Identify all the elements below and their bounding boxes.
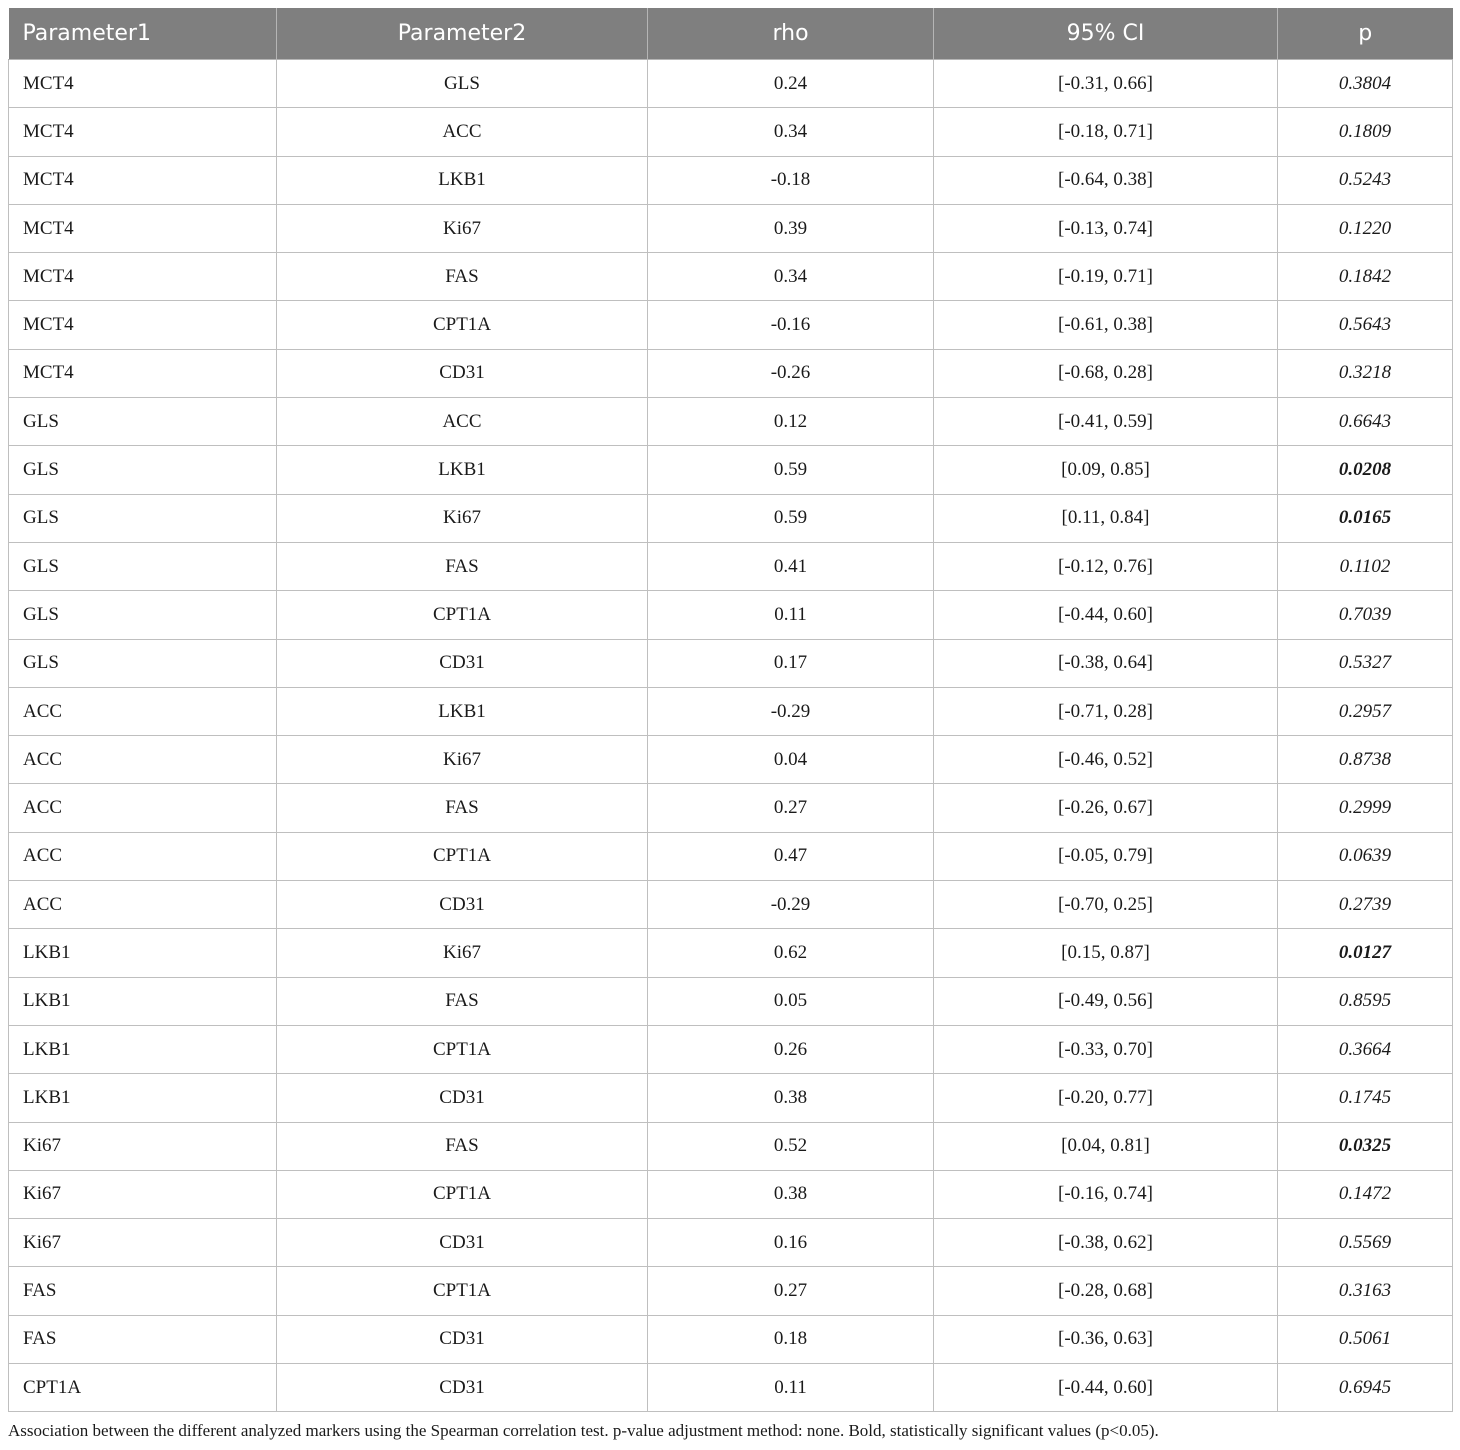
cell-p-value: 0.5061 (1278, 1315, 1453, 1363)
cell-p-value: 0.5327 (1278, 639, 1453, 687)
table-row (9, 301, 1453, 349)
cell-parameter2: FAS (277, 977, 648, 1025)
cell-p-value: 0.8738 (1278, 736, 1453, 784)
cell-parameter1: ACC (9, 784, 277, 832)
table-row (9, 349, 1453, 397)
table-footnote: Association between the different analyzed markers using the Spearman correlation test. p-value adjustment method: none. Bold, statistically significant values (p<0.05). (8, 1421, 1159, 1440)
cell-p-value: 0.0127 (1278, 929, 1453, 977)
table-row (9, 591, 1453, 639)
cell-parameter2: CD31 (277, 1315, 648, 1363)
cell-ci: [-0.36, 0.63] (934, 1315, 1278, 1363)
cell-parameter2: FAS (277, 542, 648, 590)
cell-rho: 0.34 (648, 253, 934, 301)
cell-p-value: 0.3804 (1278, 60, 1453, 108)
cell-parameter2: LKB1 (277, 687, 648, 735)
cell-rho: 0.38 (648, 1170, 934, 1218)
cell-rho: -0.29 (648, 881, 934, 929)
cell-parameter1: FAS (9, 1315, 277, 1363)
cell-p-value: 0.0325 (1278, 1122, 1453, 1170)
cell-p-value: 0.5243 (1278, 156, 1453, 204)
cell-rho: 0.04 (648, 736, 934, 784)
cell-rho: 0.52 (648, 1122, 934, 1170)
cell-parameter1: CPT1A (9, 1364, 277, 1412)
header-parameter1: Parameter1 (9, 8, 277, 60)
cell-parameter1: FAS (9, 1267, 277, 1315)
cell-parameter2: CD31 (277, 881, 648, 929)
cell-parameter1: LKB1 (9, 1074, 277, 1122)
cell-parameter1: MCT4 (9, 108, 277, 156)
cell-rho: -0.26 (648, 349, 934, 397)
cell-ci: [-0.16, 0.74] (934, 1170, 1278, 1218)
cell-ci: [0.11, 0.84] (934, 494, 1278, 542)
cell-parameter2: CPT1A (277, 301, 648, 349)
cell-rho: 0.34 (648, 108, 934, 156)
cell-ci: [-0.46, 0.52] (934, 736, 1278, 784)
cell-ci: [-0.64, 0.38] (934, 156, 1278, 204)
cell-parameter1: MCT4 (9, 349, 277, 397)
cell-parameter2: CD31 (277, 1364, 648, 1412)
cell-parameter1: LKB1 (9, 929, 277, 977)
cell-p-value: 0.5643 (1278, 301, 1453, 349)
cell-rho: 0.27 (648, 784, 934, 832)
cell-parameter1: GLS (9, 446, 277, 494)
table-row (9, 446, 1453, 494)
cell-rho: 0.59 (648, 494, 934, 542)
cell-parameter1: GLS (9, 494, 277, 542)
cell-p-value: 0.2999 (1278, 784, 1453, 832)
cell-parameter2: FAS (277, 253, 648, 301)
table-row (9, 253, 1453, 301)
cell-ci: [0.04, 0.81] (934, 1122, 1278, 1170)
cell-parameter1: MCT4 (9, 253, 277, 301)
table-body (9, 60, 1453, 1412)
table-row (9, 1170, 1453, 1218)
cell-parameter2: FAS (277, 784, 648, 832)
cell-parameter1: LKB1 (9, 1025, 277, 1073)
cell-parameter2: CPT1A (277, 591, 648, 639)
cell-ci: [-0.26, 0.67] (934, 784, 1278, 832)
cell-parameter1: Ki67 (9, 1122, 277, 1170)
cell-p-value: 0.1745 (1278, 1074, 1453, 1122)
cell-parameter2: CD31 (277, 1219, 648, 1267)
cell-p-value: 0.7039 (1278, 591, 1453, 639)
table-row (9, 1364, 1453, 1412)
cell-rho: 0.12 (648, 398, 934, 446)
cell-ci: [-0.38, 0.62] (934, 1219, 1278, 1267)
cell-parameter2: CPT1A (277, 832, 648, 880)
cell-rho: 0.16 (648, 1219, 934, 1267)
cell-parameter2: CPT1A (277, 1267, 648, 1315)
cell-ci: [0.09, 0.85] (934, 446, 1278, 494)
cell-ci: [-0.18, 0.71] (934, 108, 1278, 156)
cell-parameter2: Ki67 (277, 929, 648, 977)
cell-parameter1: Ki67 (9, 1219, 277, 1267)
cell-parameter1: ACC (9, 736, 277, 784)
cell-ci: [-0.44, 0.60] (934, 1364, 1278, 1412)
cell-parameter2: FAS (277, 1122, 648, 1170)
cell-ci: [-0.05, 0.79] (934, 832, 1278, 880)
cell-rho: 0.05 (648, 977, 934, 1025)
cell-p-value: 0.1809 (1278, 108, 1453, 156)
cell-p-value: 0.1102 (1278, 542, 1453, 590)
table-row (9, 687, 1453, 735)
cell-parameter2: CPT1A (277, 1170, 648, 1218)
cell-rho: 0.41 (648, 542, 934, 590)
cell-p-value: 0.3218 (1278, 349, 1453, 397)
cell-parameter1: GLS (9, 542, 277, 590)
table-row (9, 1267, 1453, 1315)
cell-p-value: 0.3163 (1278, 1267, 1453, 1315)
cell-parameter1: ACC (9, 687, 277, 735)
cell-rho: -0.29 (648, 687, 934, 735)
cell-ci: [0.15, 0.87] (934, 929, 1278, 977)
cell-rho: -0.18 (648, 156, 934, 204)
cell-parameter2: Ki67 (277, 736, 648, 784)
cell-rho: 0.27 (648, 1267, 934, 1315)
cell-p-value: 0.8595 (1278, 977, 1453, 1025)
table-row (9, 736, 1453, 784)
cell-parameter1: GLS (9, 591, 277, 639)
table-row (9, 1315, 1453, 1363)
cell-parameter2: GLS (277, 60, 648, 108)
cell-ci: [-0.61, 0.38] (934, 301, 1278, 349)
cell-rho: 0.59 (648, 446, 934, 494)
cell-parameter1: GLS (9, 398, 277, 446)
table-row (9, 494, 1453, 542)
header-p: p (1278, 8, 1453, 60)
cell-p-value: 0.0639 (1278, 832, 1453, 880)
cell-rho: -0.16 (648, 301, 934, 349)
cell-rho: 0.62 (648, 929, 934, 977)
cell-parameter1: MCT4 (9, 156, 277, 204)
cell-parameter2: CD31 (277, 639, 648, 687)
header-rho: rho (648, 8, 934, 60)
cell-p-value: 0.2739 (1278, 881, 1453, 929)
cell-parameter1: ACC (9, 832, 277, 880)
cell-parameter1: MCT4 (9, 204, 277, 252)
table-row (9, 832, 1453, 880)
cell-parameter2: CPT1A (277, 1025, 648, 1073)
cell-parameter2: CD31 (277, 1074, 648, 1122)
cell-parameter1: MCT4 (9, 60, 277, 108)
table-row (9, 108, 1453, 156)
cell-ci: [-0.49, 0.56] (934, 977, 1278, 1025)
header-row (9, 8, 1453, 60)
cell-parameter1: GLS (9, 639, 277, 687)
cell-rho: 0.17 (648, 639, 934, 687)
cell-p-value: 0.6643 (1278, 398, 1453, 446)
cell-rho: 0.11 (648, 1364, 934, 1412)
cell-p-value: 0.0165 (1278, 494, 1453, 542)
cell-ci: [-0.68, 0.28] (934, 349, 1278, 397)
cell-parameter2: CD31 (277, 349, 648, 397)
cell-parameter1: ACC (9, 881, 277, 929)
cell-ci: [-0.31, 0.66] (934, 60, 1278, 108)
table-row (9, 156, 1453, 204)
correlation-table (8, 8, 1453, 1412)
cell-parameter1: LKB1 (9, 977, 277, 1025)
table-row (9, 881, 1453, 929)
cell-rho: 0.39 (648, 204, 934, 252)
cell-p-value: 0.6945 (1278, 1364, 1453, 1412)
table-row (9, 1122, 1453, 1170)
table-row (9, 1025, 1453, 1073)
cell-rho: 0.26 (648, 1025, 934, 1073)
cell-parameter2: LKB1 (277, 446, 648, 494)
cell-parameter2: ACC (277, 108, 648, 156)
header-parameter2: Parameter2 (277, 8, 648, 60)
cell-ci: [-0.41, 0.59] (934, 398, 1278, 446)
cell-p-value: 0.3664 (1278, 1025, 1453, 1073)
cell-ci: [-0.19, 0.71] (934, 253, 1278, 301)
cell-p-value: 0.1472 (1278, 1170, 1453, 1218)
table-row (9, 929, 1453, 977)
cell-ci: [-0.28, 0.68] (934, 1267, 1278, 1315)
cell-ci: [-0.38, 0.64] (934, 639, 1278, 687)
cell-parameter1: Ki67 (9, 1170, 277, 1218)
table-row (9, 1074, 1453, 1122)
cell-ci: [-0.44, 0.60] (934, 591, 1278, 639)
cell-p-value: 0.0208 (1278, 446, 1453, 494)
cell-p-value: 0.2957 (1278, 687, 1453, 735)
cell-p-value: 0.1220 (1278, 204, 1453, 252)
cell-ci: [-0.20, 0.77] (934, 1074, 1278, 1122)
cell-ci: [-0.13, 0.74] (934, 204, 1278, 252)
cell-parameter2: Ki67 (277, 204, 648, 252)
cell-parameter1: MCT4 (9, 301, 277, 349)
cell-ci: [-0.71, 0.28] (934, 687, 1278, 735)
cell-ci: [-0.33, 0.70] (934, 1025, 1278, 1073)
table-row (9, 977, 1453, 1025)
cell-ci: [-0.70, 0.25] (934, 881, 1278, 929)
cell-parameter2: LKB1 (277, 156, 648, 204)
cell-rho: 0.18 (648, 1315, 934, 1363)
table-row (9, 398, 1453, 446)
cell-p-value: 0.5569 (1278, 1219, 1453, 1267)
cell-rho: 0.24 (648, 60, 934, 108)
header-ci: 95% CI (934, 8, 1278, 60)
cell-rho: 0.47 (648, 832, 934, 880)
table-row (9, 542, 1453, 590)
cell-p-value: 0.1842 (1278, 253, 1453, 301)
table-header (9, 8, 1453, 60)
table-row (9, 60, 1453, 108)
cell-parameter2: ACC (277, 398, 648, 446)
cell-rho: 0.38 (648, 1074, 934, 1122)
cell-ci: [-0.12, 0.76] (934, 542, 1278, 590)
table-row (9, 784, 1453, 832)
table-row (9, 1219, 1453, 1267)
table-row (9, 204, 1453, 252)
cell-parameter2: Ki67 (277, 494, 648, 542)
cell-rho: 0.11 (648, 591, 934, 639)
table-row (9, 639, 1453, 687)
